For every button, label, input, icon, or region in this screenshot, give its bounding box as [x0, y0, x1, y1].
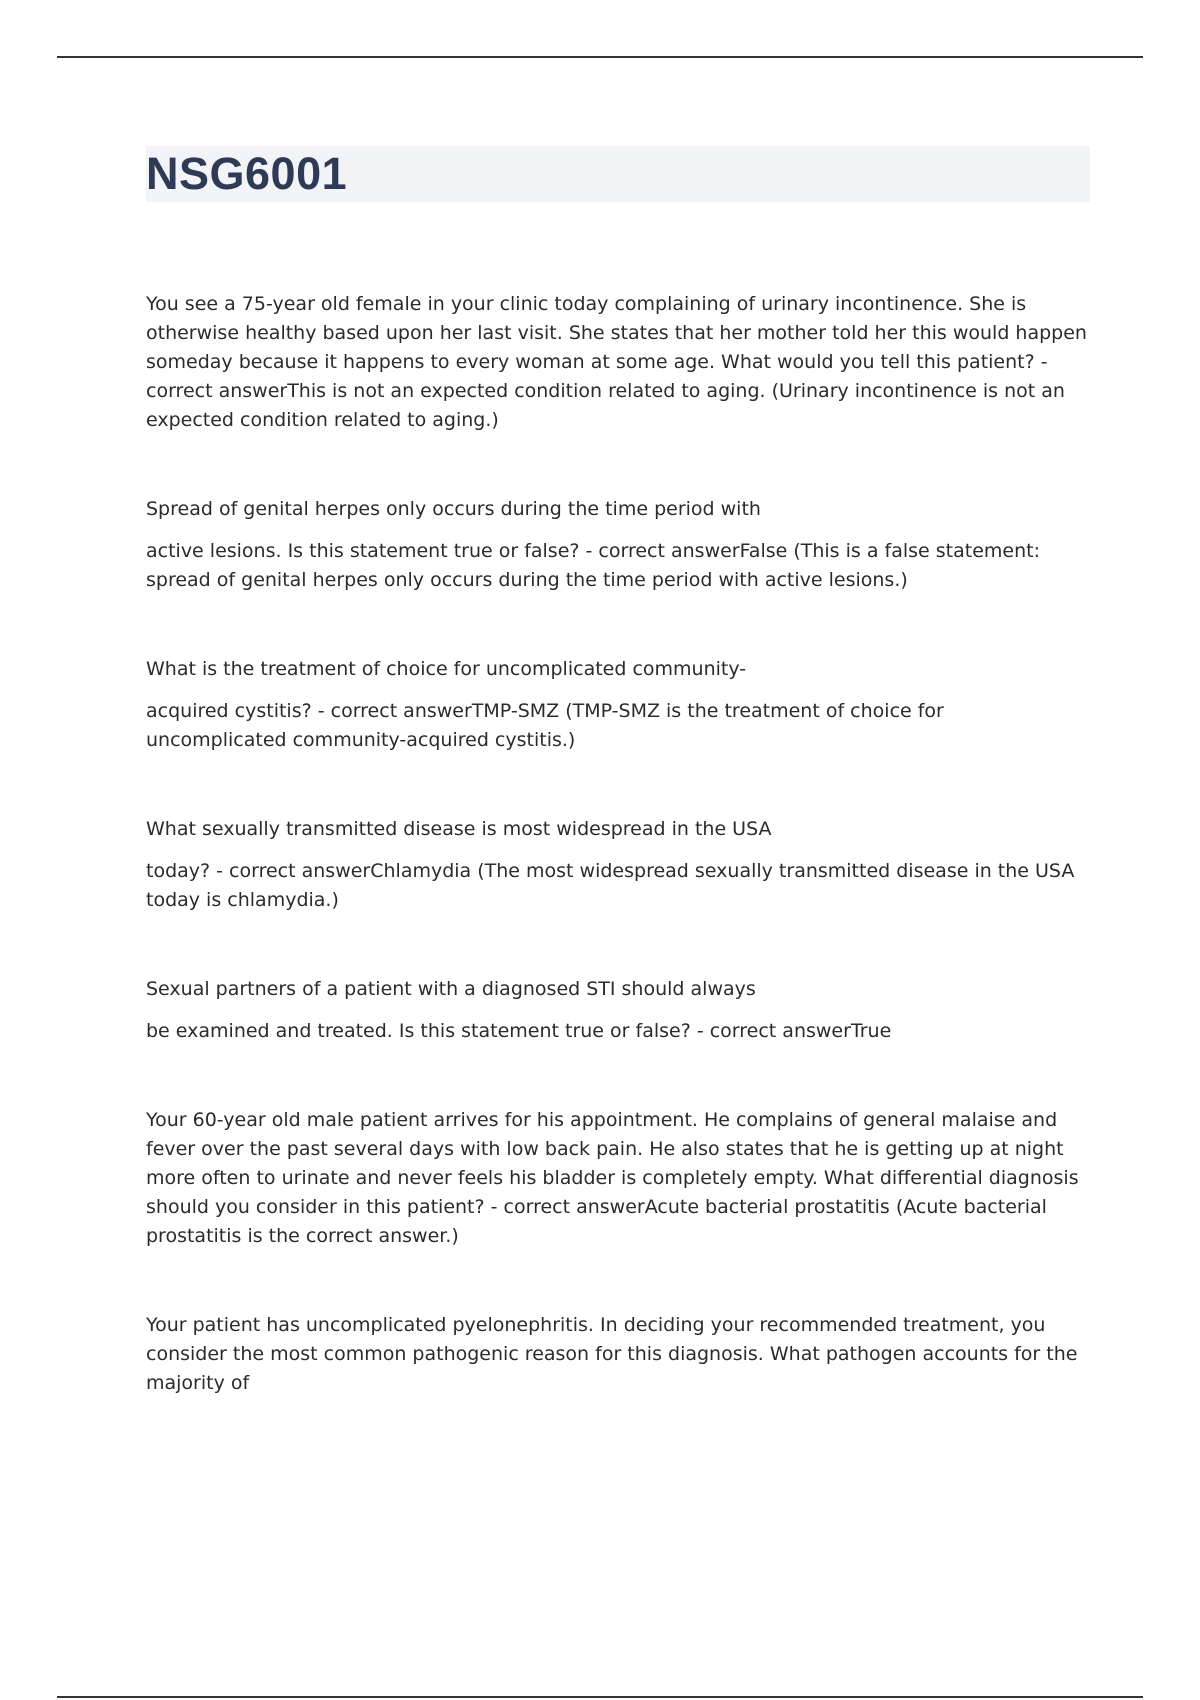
title-band: [146, 146, 1090, 202]
qa-item-2: [146, 495, 1090, 595]
qa-item-1-text: You see a 75-year old female in your clinic today complaining of urinary incontinence. She is otherwise healthy based upon her last visit. She states that her mother told her this would happen someday because it happens to every woman at some age. What would you tell this patient? - correct answerThis is not an expected condition related to aging. (Urinary incontinence is not an expected condition related to aging.): [146, 293, 1087, 431]
qa-item-5-text: be examined and treated. Is this statement true or false? - correct answerTrue: [146, 1020, 892, 1042]
qa-item-5-lead: Sexual partners of a patient with a diagnosed STI should always: [146, 978, 756, 1000]
qa-item-3-lead: What is the treatment of choice for uncomplicated community-: [146, 658, 747, 680]
bottom-rule: [57, 1696, 1143, 1698]
qa-item-4-text: today? - correct answerChlamydia (The most widespread sexually transmitted disease in the USA today is chlamydia.): [146, 860, 1075, 911]
qa-item-5: [146, 975, 1090, 1046]
document-content: [146, 290, 1090, 1458]
qa-item-1: [146, 290, 1090, 435]
qa-item-7: [146, 1311, 1090, 1398]
qa-item-3-text: acquired cystitis? - correct answerTMP-SMZ (TMP-SMZ is the treatment of choice for uncomplicated community-acquired cystitis.): [146, 700, 944, 751]
qa-item-4: [146, 815, 1090, 915]
qa-item-6: [146, 1106, 1090, 1251]
qa-item-7-text: Your patient has uncomplicated pyelonephritis. In deciding your recommended treatment, you consider the most common pathogenic reason for this diagnosis. What pathogen accounts for the majority of: [146, 1314, 1078, 1394]
qa-item-3: [146, 655, 1090, 755]
qa-item-2-text: active lesions. Is this statement true or false? - correct answerFalse (This is a false statement: spread of genital herpes only occurs during the time period with active lesions.): [146, 540, 1040, 591]
top-rule: [57, 56, 1143, 58]
qa-item-4-lead: What sexually transmitted disease is most widespread in the USA: [146, 818, 772, 840]
qa-item-6-text: Your 60-year old male patient arrives for his appointment. He complains of general malaise and fever over the past several days with low back pain. He also states that he is getting up at night more often to urinate and never feels his bladder is completely empty. What differential diagnosis should you consider in this patient? - correct answerAcute bacterial prostatitis (Acute bacterial prostatitis is the correct answer.): [146, 1109, 1079, 1247]
document-title: NSG6001: [146, 148, 348, 199]
qa-item-2-lead: Spread of genital herpes only occurs during the time period with: [146, 498, 761, 520]
